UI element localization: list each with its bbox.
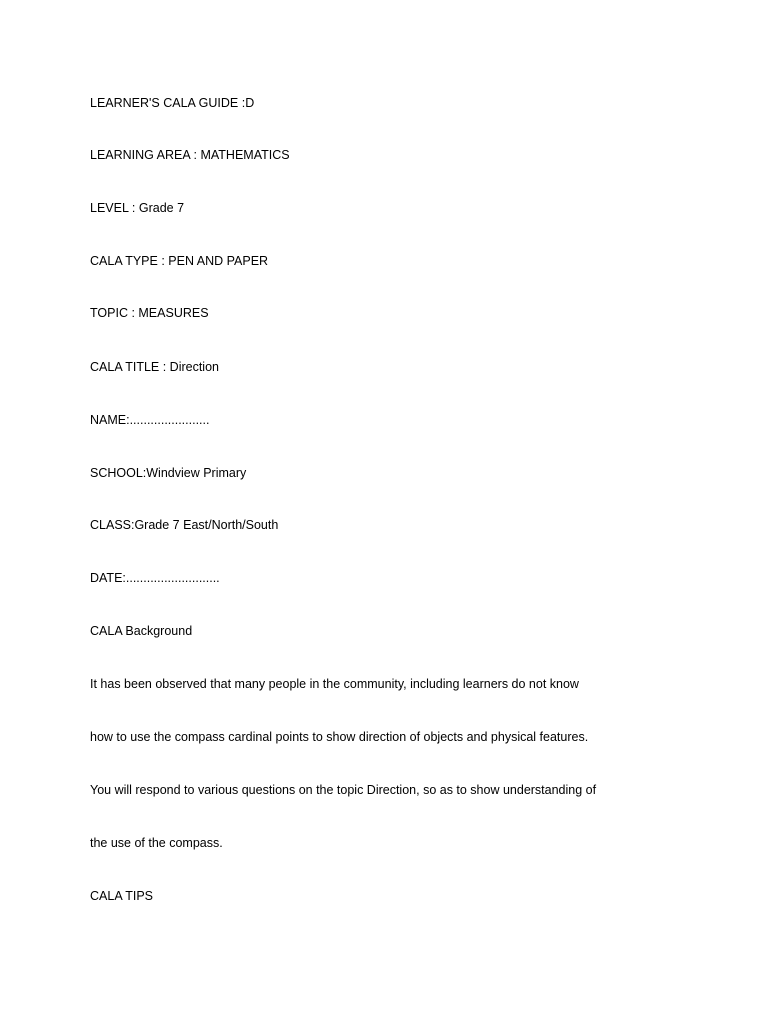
tips-heading: CALA TIPS: [90, 889, 153, 903]
date-field: DATE:...........................: [90, 571, 220, 585]
cala-title-field: CALA TITLE : Direction: [90, 360, 219, 374]
background-paragraph-line: You will respond to various questions on the topic Direction, so as to show understanding of: [90, 783, 597, 797]
background-paragraph-line: how to use the compass cardinal points to show direction of objects and physical features.: [90, 730, 589, 744]
class-field: CLASS:Grade 7 East/North/South: [90, 518, 279, 532]
topic-field: TOPIC : MEASURES: [90, 306, 209, 320]
learning-area-field: LEARNING AREA : MATHEMATICS: [90, 148, 290, 162]
background-paragraph-line: the use of the compass.: [90, 836, 223, 850]
level-field: LEVEL : Grade 7: [90, 201, 185, 215]
school-field: SCHOOL:Windview Primary: [90, 466, 247, 480]
background-paragraph-line: It has been observed that many people in the community, including learners do not know: [90, 677, 579, 691]
background-heading: CALA Background: [90, 624, 193, 638]
name-field: NAME:.......................: [90, 413, 210, 427]
guide-title: LEARNER'S CALA GUIDE :D: [90, 96, 255, 110]
cala-type-field: CALA TYPE : PEN AND PAPER: [90, 254, 269, 268]
